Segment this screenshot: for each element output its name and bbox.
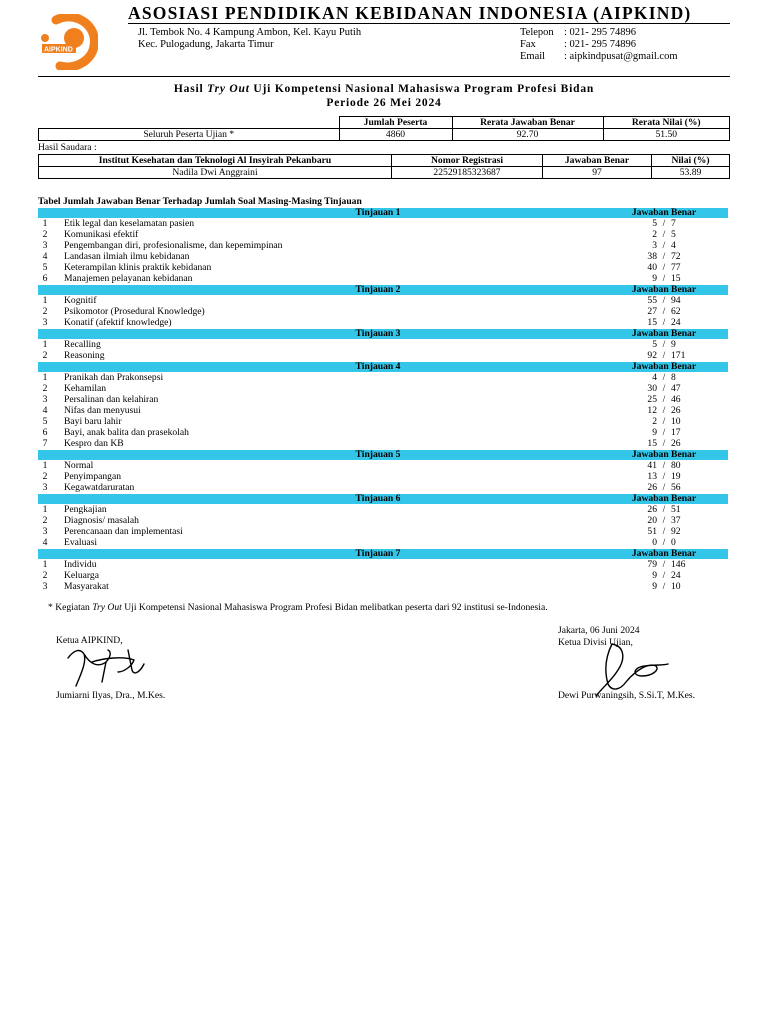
item-score [600,339,728,350]
score-separator: / [662,460,666,471]
item-total: 47 [671,383,681,394]
item-label: Reasoning [64,350,105,361]
item-number: 1 [42,295,48,306]
item-number: 1 [42,504,48,515]
item-correct: 0 [652,537,657,548]
left-signer-name: Jumiarni Ilyas, Dra., M.Kes. [56,690,166,701]
list-item [38,262,728,273]
score-separator: / [662,251,666,262]
score-separator: / [662,317,666,328]
score-separator: / [662,570,666,581]
section-title: Tinjauan 4 [355,361,401,372]
section-column-label: Jawaban Benar [631,493,697,504]
breakdown-table-title: Tabel Jumlah Jawaban Benar Terhadap Jumlah Soal Masing-Masing Tinjauan [38,196,362,207]
summary-header-participants: Jumlah Peserta [339,117,452,129]
score-separator: / [662,339,666,350]
section-tinjauan-5 [38,450,728,493]
item-label: Recalling [64,339,101,350]
separator-rule [38,76,730,77]
item-correct: 3 [652,240,657,251]
item-correct: 5 [652,218,657,229]
section-header [38,362,728,372]
item-label: Kespro dan KB [64,438,124,449]
item-number: 6 [42,427,48,438]
item-correct: 38 [647,251,657,262]
section-title: Tinjauan 5 [355,449,401,460]
item-number: 5 [42,262,48,273]
item-number: 2 [42,229,48,240]
section-column-label: Jawaban Benar [631,548,697,559]
score-separator: / [662,394,666,405]
section-title: Tinjauan 2 [355,284,401,295]
section-title: Tinjauan 6 [355,493,401,504]
list-item [38,504,728,515]
list-item [38,482,728,493]
item-number: 2 [42,570,48,581]
list-item [38,240,728,251]
item-number: 1 [42,372,48,383]
phone-label: Telepon [520,27,554,38]
list-item [38,537,728,548]
title-italic: Try Out [207,83,250,95]
item-number: 2 [42,383,48,394]
item-total: 72 [671,251,681,262]
item-correct: 30 [647,383,657,394]
list-item [38,394,728,405]
item-total: 80 [671,460,681,471]
summary-header-avg-score: Rerata Nilai (%) [603,117,730,129]
item-correct: 25 [647,394,657,405]
item-number: 5 [42,416,48,427]
item-total: 62 [671,306,681,317]
section-column-label: Jawaban Benar [631,284,697,295]
score-separator: / [662,218,666,229]
item-score [600,218,728,229]
item-total: 51 [671,504,681,515]
item-score [600,515,728,526]
footnote [48,602,548,613]
item-score [600,482,728,493]
item-label: Keterampilan klinis praktik kebidanan [64,262,212,273]
item-label: Pengembangan diri, profesionalisme, dan kepemimpinan [64,240,283,251]
left-signer-role: Ketua AIPKIND, [56,635,123,646]
result-registration-number: 22529185323687 [392,167,543,179]
score-separator: / [662,581,666,592]
item-label: Perencanaan dan implementasi [64,526,183,537]
section-title: Tinjauan 3 [355,328,401,339]
item-total: 8 [671,372,676,383]
section-column-label: Jawaban Benar [631,449,697,460]
score-separator: / [662,427,666,438]
section-header [38,208,728,218]
section-column-label: Jawaban Benar [631,328,697,339]
document-period: Periode 26 Mei 2024 [326,97,442,109]
fax-row [520,39,678,51]
item-label: Pranikah dan Prakonsepsi [64,372,164,383]
item-correct: 9 [652,570,657,581]
item-label: Landasan ilmiah ilmu kebidanan [64,251,190,262]
right-signer-name: Dewi Purwaningsih, S.Si.T, M.Kes. [558,690,696,701]
result-correct: 97 [543,167,652,179]
list-item [38,229,728,240]
section-column-label: Jawaban Benar [631,361,697,372]
item-label: Komunikasi efektif [64,229,139,240]
item-label: Persalinan dan kelahiran [64,394,159,405]
result-header-registration: Nomor Registrasi [392,155,543,167]
item-label: Bayi, anak balita dan prasekolah [64,427,189,438]
item-total: 56 [671,482,681,493]
list-item [38,295,728,306]
item-total: 0 [671,537,676,548]
list-item [38,317,728,328]
section-tinjauan-7 [38,549,728,592]
summary-avg-score: 51.50 [603,129,730,141]
section-tinjauan-3 [38,329,728,361]
summary-row-label: Seluruh Peserta Ujian * [39,129,340,141]
item-total: 37 [671,515,681,526]
item-correct: 15 [647,438,657,449]
list-item [38,372,728,383]
footnote-italic: Try Out [92,602,122,613]
item-total: 17 [671,427,681,438]
section-title: Tinjauan 7 [355,548,401,559]
score-separator: / [662,306,666,317]
item-total: 9 [671,339,676,350]
item-correct: 9 [652,581,657,592]
list-item [38,438,728,449]
item-score [600,229,728,240]
item-score [600,405,728,416]
item-number: 4 [42,405,48,416]
email-row [520,51,678,63]
item-total: 19 [671,471,681,482]
score-separator: / [662,262,666,273]
section-tinjauan-2 [38,285,728,328]
address-line-1: Jl. Tembok No. 4 Kampung Ambon, Kel. Kayu Putih [138,27,362,38]
item-correct: 92 [647,350,657,361]
score-separator: / [662,526,666,537]
score-separator: / [662,438,666,449]
footnote-suffix: Uji Kompetensi Nasional Mahasiswa Program Profesi Bidan melibatkan peserta dari 92 institusi se-Indonesia. [121,602,548,613]
item-correct: 51 [647,526,657,537]
item-score [600,295,728,306]
score-separator: / [662,504,666,515]
document-title [38,83,730,95]
list-item [38,273,728,284]
item-total: 92 [671,526,681,537]
list-item [38,570,728,581]
list-item [38,218,728,229]
score-separator: / [662,229,666,240]
score-separator: / [662,295,666,306]
item-number: 1 [42,339,48,350]
list-item [38,460,728,471]
result-score: 53.89 [652,167,730,179]
item-correct: 15 [647,317,657,328]
item-total: 26 [671,438,681,449]
item-number: 3 [42,394,48,405]
phone-value: : 021- 295 74896 [564,27,637,38]
item-number: 2 [42,350,48,361]
item-correct: 9 [652,427,657,438]
item-score [600,581,728,592]
section-header [38,494,728,504]
list-item [38,306,728,317]
address-block [138,27,361,51]
list-item [38,427,728,438]
item-label: Evaluasi [64,537,98,548]
email-value: : aipkindpusat@gmail.com [564,51,678,62]
item-correct: 4 [652,372,657,383]
item-total: 10 [671,416,681,427]
score-separator: / [662,372,666,383]
item-score [600,526,728,537]
score-separator: / [662,240,666,251]
left-signature-icon [62,642,158,690]
item-total: 46 [671,394,681,405]
item-total: 5 [671,229,676,240]
item-number: 3 [42,482,48,493]
section-header [38,329,728,339]
list-item [38,559,728,570]
list-item [38,251,728,262]
section-column-label: Jawaban Benar [631,207,697,218]
item-correct: 2 [652,229,657,240]
item-correct: 20 [647,515,657,526]
item-total: 146 [671,559,686,570]
item-number: 3 [42,317,48,328]
summary-header-avg-correct: Rerata Jawaban Benar [452,117,603,129]
phone-row [520,27,678,39]
right-signer-role: Ketua Divisi Ujian, [558,637,633,648]
list-item [38,471,728,482]
summary-table [38,116,730,141]
item-correct: 26 [647,504,657,515]
item-label: Etik legal dan keselamatan pasien [64,218,194,229]
section-header [38,450,728,460]
item-number: 4 [42,537,48,548]
item-score [600,471,728,482]
item-correct: 9 [652,273,657,284]
section-tinjauan-4 [38,362,728,449]
item-correct: 40 [647,262,657,273]
item-correct: 12 [647,405,657,416]
item-number: 2 [42,306,48,317]
list-item [38,405,728,416]
item-number: 6 [42,273,48,284]
item-number: 3 [42,581,48,592]
item-score [600,251,728,262]
item-label: Diagnosis/ masalah [64,515,139,526]
item-total: 10 [671,581,681,592]
result-table [38,154,730,179]
item-total: 94 [671,295,681,306]
contact-block [520,27,678,63]
footnote-prefix: * Kegiatan [48,602,93,613]
section-header [38,285,728,295]
item-correct: 27 [647,306,657,317]
item-total: 26 [671,405,681,416]
score-separator: / [662,350,666,361]
item-number: 2 [42,471,48,482]
list-item [38,515,728,526]
section-title: Tinjauan 1 [355,207,401,218]
score-separator: / [662,482,666,493]
item-score [600,383,728,394]
item-score [600,460,728,471]
item-score [600,427,728,438]
item-number: 1 [42,218,48,229]
item-score [600,350,728,361]
item-label: Manajemen pelayanan kebidanan [64,273,193,284]
item-score [600,559,728,570]
item-number: 1 [42,559,48,570]
item-number: 1 [42,460,48,471]
item-label: Kehamilan [64,383,107,394]
result-institution: Institut Kesehatan dan Teknologi Al Insyirah Pekanbaru [39,155,392,167]
summary-avg-correct: 92.70 [452,129,603,141]
item-total: 15 [671,273,681,284]
item-label: Masyarakat [64,581,109,592]
item-total: 4 [671,240,676,251]
item-number: 3 [42,526,48,537]
title-suffix: Uji Kompetensi Nasional Mahasiswa Program Profesi Bidan [249,83,595,95]
list-item [38,339,728,350]
score-separator: / [662,537,666,548]
item-score [600,372,728,383]
fax-value: : 021- 295 74896 [564,39,637,50]
item-label: Psikomotor (Prosedural Knowledge) [64,306,205,317]
item-label: Bayi baru lahir [64,416,122,427]
item-total: 77 [671,262,681,273]
item-label: Pengkajian [64,504,107,515]
item-total: 7 [671,218,676,229]
fax-label: Fax [520,39,536,50]
result-header-score: Nilai (%) [652,155,730,167]
score-separator: / [662,471,666,482]
item-label: Kegawatdaruratan [64,482,135,493]
item-total: 24 [671,317,681,328]
result-label: Hasil Saudara : [38,142,97,153]
item-number: 7 [42,438,48,449]
item-number: 2 [42,515,48,526]
score-separator: / [662,405,666,416]
result-header-correct: Jawaban Benar [543,155,652,167]
item-score [600,570,728,581]
score-separator: / [662,559,666,570]
item-label: Keluarga [64,570,99,581]
score-separator: / [662,383,666,394]
item-score [600,394,728,405]
item-label: Konatif (afektif knowledge) [64,317,172,328]
item-score [600,438,728,449]
item-label: Kognitif [64,295,97,306]
section-tinjauan-1 [38,208,728,284]
item-label: Normal [64,460,94,471]
organization-name: ASOSIASI PENDIDIKAN KEBIDANAN INDONESIA (AIPKIND) [128,3,692,23]
list-item [38,350,728,361]
summary-participants: 4860 [339,129,452,141]
section-header [38,549,728,559]
header-rule [128,23,730,24]
item-correct: 79 [647,559,657,570]
score-separator: / [662,515,666,526]
result-student-name: Nadila Dwi Anggraini [39,167,392,179]
item-correct: 2 [652,416,657,427]
item-score [600,306,728,317]
item-score [600,317,728,328]
item-score [600,262,728,273]
item-score [600,240,728,251]
item-number: 3 [42,240,48,251]
item-correct: 26 [647,482,657,493]
signing-place-date: Jakarta, 06 Juni 2024 [558,625,640,636]
list-item [38,581,728,592]
aipkind-logo [38,14,98,70]
item-score [600,416,728,427]
summary-empty-cell [39,117,340,129]
score-separator: / [662,273,666,284]
item-correct: 41 [647,460,657,471]
item-score [600,537,728,548]
section-tinjauan-6 [38,494,728,548]
item-total: 171 [671,350,686,361]
item-correct: 55 [647,295,657,306]
item-total: 24 [671,570,681,581]
item-score [600,504,728,515]
title-prefix: Hasil [173,83,208,95]
list-item [38,416,728,427]
item-label: Penyimpangan [64,471,122,482]
item-number: 4 [42,251,48,262]
logo-text: AIPKIND [44,46,73,54]
address-line-2: Kec. Pulogadung, Jakarta Timur [138,39,274,50]
list-item [38,383,728,394]
email-label: Email [520,51,546,62]
list-item [38,526,728,537]
item-correct: 13 [647,471,657,482]
item-label: Nifas dan menyusui [64,405,141,416]
item-label: Individu [64,559,97,570]
score-separator: / [662,416,666,427]
item-correct: 5 [652,339,657,350]
item-score [600,273,728,284]
